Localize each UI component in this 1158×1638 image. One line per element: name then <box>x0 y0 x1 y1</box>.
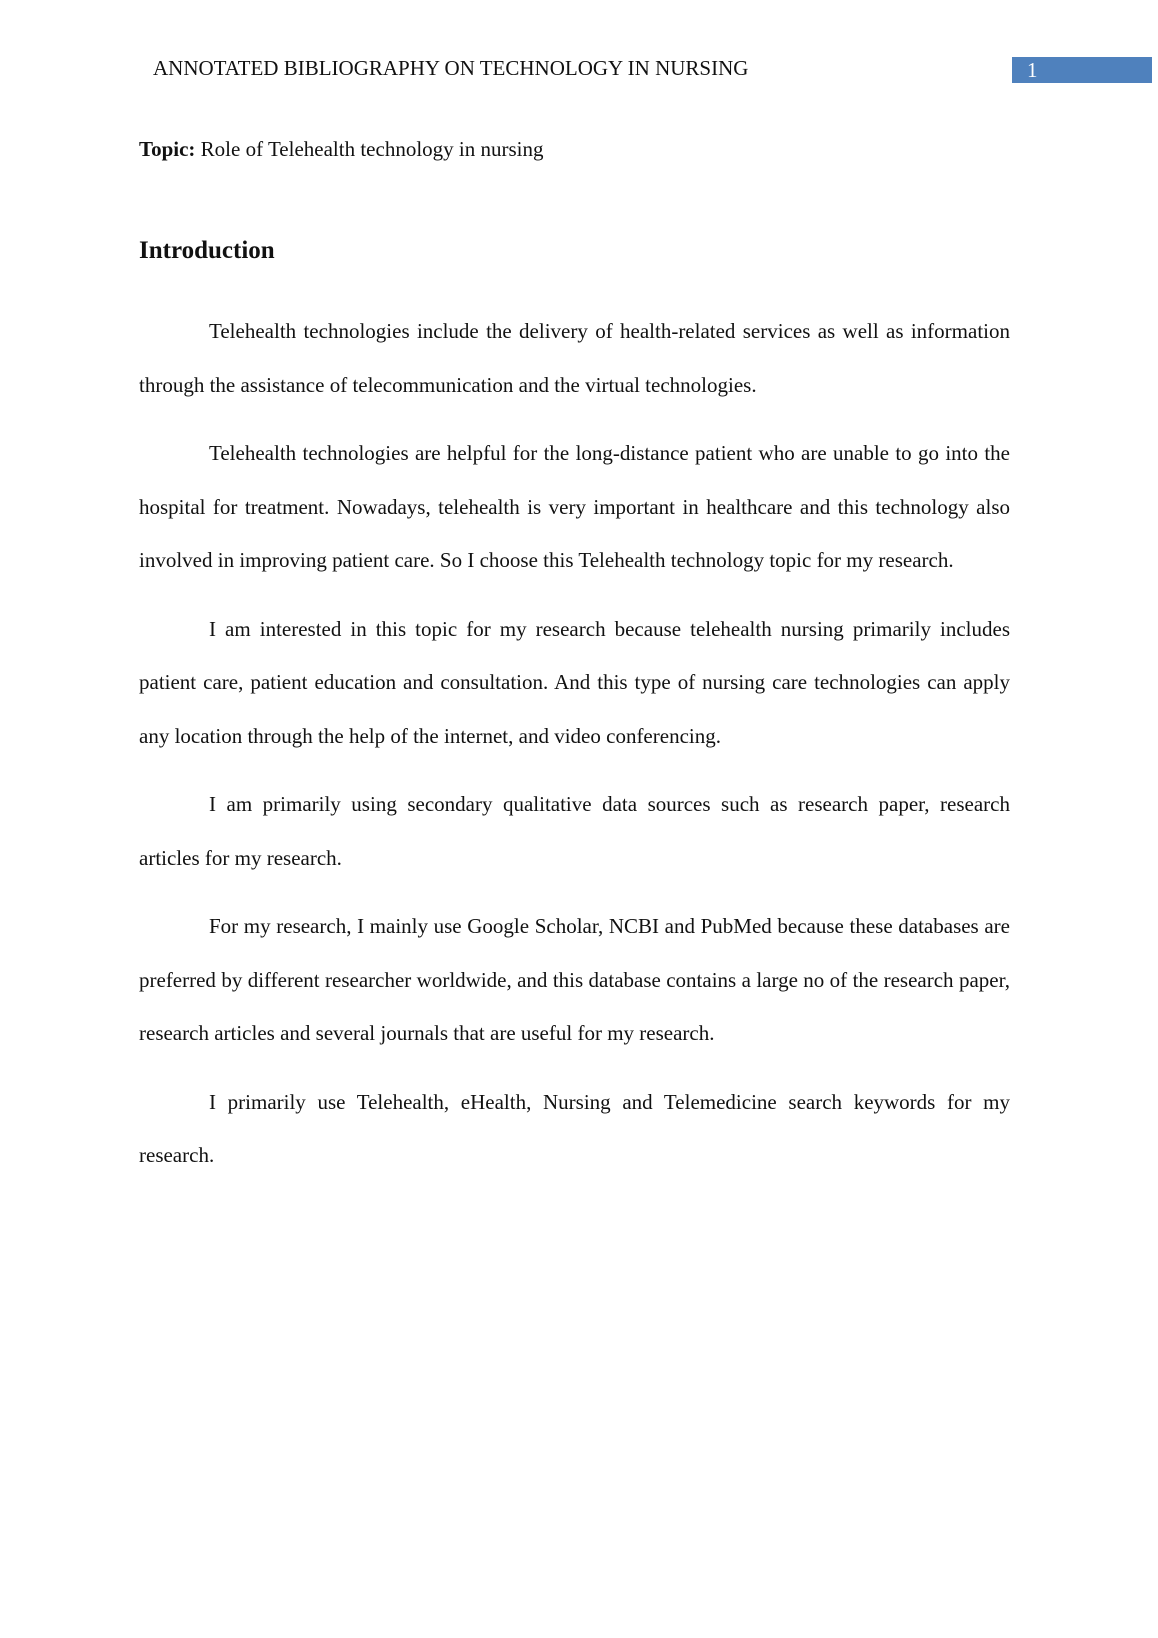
paragraph: For my research, I mainly use Google Scholar, NCBI and PubMed because these databases are preferred by different researcher worldwide, and this database contains a large no of the research paper, research articles and several journals that are useful for my research. <box>139 914 1010 1045</box>
paragraph: I am primarily using secondary qualitative data sources such as research paper, research articles for my research. <box>139 792 1010 870</box>
paragraph: Telehealth technologies are helpful for the long-distance patient who are unable to go into the hospital for treatment. Nowadays, telehealth is very important in healthcare and this technology also involved in improving patient care. So I choose this Telehealth technology topic for my research. <box>139 441 1010 572</box>
section-heading: Introduction <box>139 237 275 264</box>
topic-label: Topic: <box>139 137 196 161</box>
page-number-badge <box>1012 57 1152 83</box>
topic-line <box>139 137 544 162</box>
paragraph: I am interested in this topic for my research because telehealth nursing primarily includes patient care, patient education and consultation. And this type of nursing care technologies can apply any location through the help of the internet, and video conferencing. <box>139 616 1010 748</box>
paragraph: I primarily use Telehealth, eHealth, Nursing and Telemedicine search keywords for my research. <box>139 1089 1010 1167</box>
document-body <box>139 305 1010 1198</box>
paragraph: Telehealth technologies include the delivery of health-related services as well as information through the assistance of telecommunication and the virtual technologies. <box>139 319 1010 397</box>
topic-value: Role of Telehealth technology in nursing <box>200 137 544 161</box>
page-number: 1 <box>1027 58 1038 82</box>
running-header-title: ANNOTATED BIBLIOGRAPHY ON TECHNOLOGY IN NURSING <box>153 56 749 80</box>
